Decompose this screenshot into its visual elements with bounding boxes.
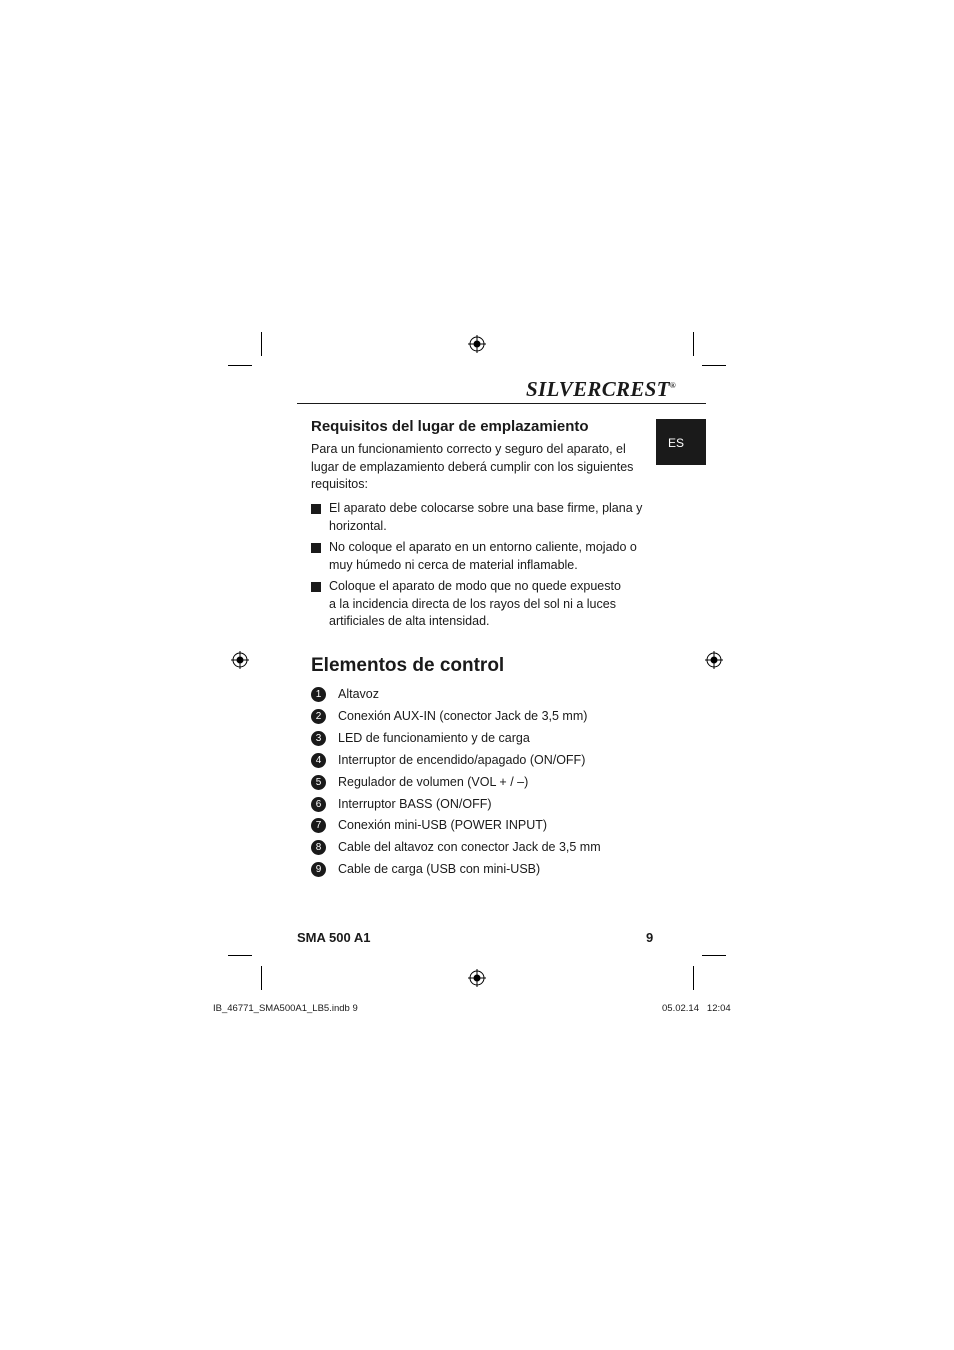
bullet-square-icon <box>311 582 321 592</box>
print-slug-file: IB_46771_SMA500A1_LB5.indb 9 <box>213 1003 358 1014</box>
crop-mark <box>702 955 726 956</box>
number-badge: 4 <box>311 753 326 768</box>
number-badge: 9 <box>311 862 326 877</box>
bullet-text: No coloque el aparato en un entorno caliente, mojado o muy húmedo ni cerca de material inflamable. <box>329 540 637 572</box>
number-badge: 8 <box>311 840 326 855</box>
control-item-label: Conexión AUX-IN (conector Jack de 3,5 mm) <box>338 709 588 723</box>
crop-mark <box>261 966 262 990</box>
list-item <box>311 578 656 632</box>
section-title-controls: Elementos de control <box>311 655 505 676</box>
print-slug-time: 12:04 <box>706 1003 731 1014</box>
list-item <box>311 539 656 575</box>
language-tab-label: ES <box>668 436 685 450</box>
section-intro: Para un funcionamiento correcto y seguro del aparato, el lugar de emplazamiento deberá cumplir con los siguientes requisitos: <box>311 442 634 491</box>
control-item-label: Regulador de volumen (VOL + / –) <box>338 775 529 789</box>
registration-target-icon <box>231 651 249 669</box>
print-slug-date: 05.02.14 <box>662 1003 699 1014</box>
control-item-label: LED de funcionamiento y de carga <box>338 731 530 745</box>
control-item-label: Altavoz <box>338 687 379 701</box>
bullet-text: Coloque el aparato de modo que no quede expuesto a la incidencia directa de los rayos del sol ni a luces artificiales de alta intensidad. <box>329 579 621 628</box>
number-badge: 7 <box>311 818 326 833</box>
bullet-square-icon <box>311 543 321 553</box>
number-badge: 2 <box>311 709 326 724</box>
footer-model: SMA 500 A1 <box>297 930 371 945</box>
number-badge: 1 <box>311 687 326 702</box>
control-item-label: Conexión mini-USB (POWER INPUT) <box>338 818 548 832</box>
control-item-label: Cable del altavoz con conector Jack de 3,5 mm <box>338 840 601 854</box>
control-item-label: Interruptor de encendido/apagado (ON/OFF) <box>338 753 586 767</box>
registration-target-icon <box>705 651 723 669</box>
crop-mark <box>228 955 252 956</box>
crop-mark <box>693 966 694 990</box>
page-number: 9 <box>646 930 654 945</box>
crop-mark <box>693 332 694 356</box>
registration-target-icon <box>468 969 486 987</box>
bullet-text: El aparato debe colocarse sobre una base firme, plana y horizontal. <box>329 501 643 533</box>
bullet-square-icon <box>311 504 321 514</box>
list-item <box>311 500 656 536</box>
registration-target-icon <box>468 335 486 353</box>
control-item-label: Cable de carga (USB con mini-USB) <box>338 862 541 876</box>
brand-logo: SILVERCREST® <box>526 377 677 401</box>
print-slug-datetime <box>662 1003 731 1014</box>
header-rule <box>297 403 706 404</box>
section-title-requirements: Requisitos del lugar de emplazamiento <box>311 418 589 435</box>
language-tab <box>656 419 706 465</box>
crop-mark <box>702 365 726 366</box>
number-badge: 5 <box>311 775 326 790</box>
crop-mark <box>228 365 252 366</box>
control-item-label: Interruptor BASS (ON/OFF) <box>338 797 492 811</box>
number-badge: 3 <box>311 731 326 746</box>
crop-mark <box>261 332 262 356</box>
number-badge: 6 <box>311 797 326 812</box>
